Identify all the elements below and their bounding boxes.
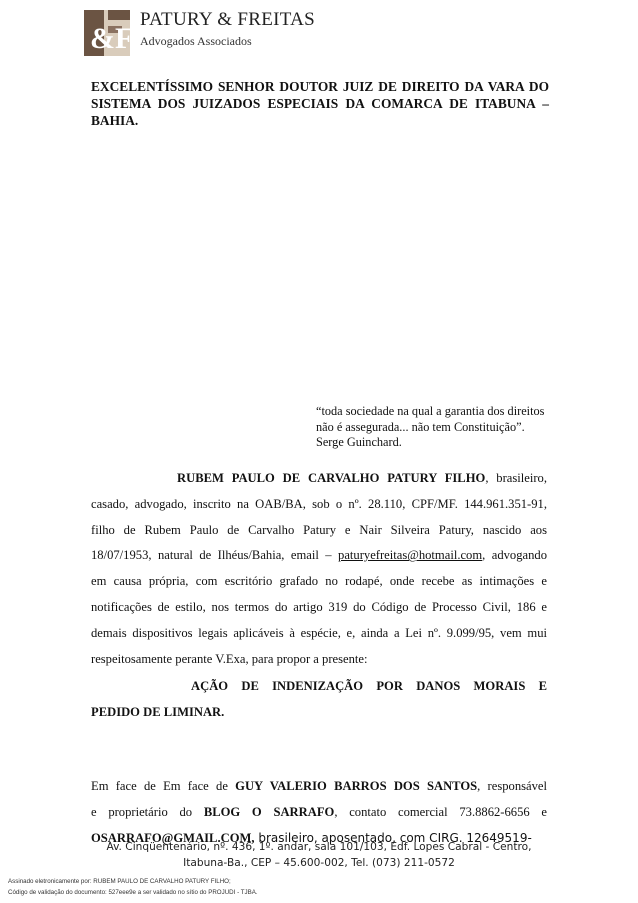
signature-line: Assinado eletronicamente por: RUBEM PAULO DE CARVALHO PATURY FILHO; bbox=[8, 878, 231, 885]
defendant-name: GUY VALERIO BARROS DOS SANTOS bbox=[235, 779, 478, 793]
paragraph-line: respeitosamente perante V.Exa, para propor a presente: bbox=[91, 651, 368, 666]
paragraph-line: e proprietário do BLOG O SARRAFO, contato comercial 73.8862-6656 e bbox=[91, 804, 547, 819]
blog-name: BLOG O SARRAFO bbox=[203, 804, 335, 819]
footer-address-line: Av. Cinqüentenário, nº. 436, 1º. andar, sala 101/103, Edf. Lopes Cabral - Centro, bbox=[106, 841, 532, 853]
electronic-signature bbox=[8, 876, 258, 898]
paragraph-line: RUBEM PAULO DE CARVALHO PATURY FILHO, brasileiro, bbox=[177, 471, 547, 485]
action-title-line: PEDIDO DE LIMINAR. bbox=[91, 704, 225, 719]
firm-name: PATURY & FREITAS bbox=[140, 9, 316, 30]
footer-address-line: Itabuna-Ba., CEP – 45.600-002, Tel. (073) 211-0572 bbox=[183, 857, 455, 869]
epigraph bbox=[316, 404, 548, 451]
plaintiff-email-link[interactable]: paturyefreitas@hotmail.com bbox=[338, 548, 483, 563]
plaintiff-name: RUBEM PAULO DE CARVALHO PATURY FILHO bbox=[177, 471, 486, 485]
firm-subtitle: Advogados Associados bbox=[140, 34, 252, 48]
epigraph-line: “toda sociedade na qual a garantia dos direitos bbox=[316, 404, 545, 418]
paragraph-line: em causa própria, com escritório grafado no rodapé, onde recebe as intimações e bbox=[91, 574, 547, 589]
validation-code-line: Código de validação do documento: 527eee9e a ser validado no sítio do PROJUDI - TJBA. bbox=[8, 889, 258, 896]
action-title bbox=[91, 674, 547, 726]
addressee-heading: EXCELENTÍSSIMO SENHOR DOUTOR JUIZ DE DIREITO DA VARA DO SISTEMA DOS JUIZADOS ESPECIAIS DA COMARCA DE ITABUNA – BAHIA. bbox=[91, 79, 549, 128]
paragraph-line: demais dispositivos legais aplicáveis à espécie, e, ainda a Lei nº. 9.099/95, vem mui bbox=[91, 625, 547, 640]
firm-logo-graphic bbox=[82, 8, 132, 58]
paragraph-line: notificações de estilo, nos termos do artigo 319 do Código de Processo Civil, 186 e bbox=[91, 599, 547, 614]
defendant-email: OSARRAFO@GMAIL.COM, bbox=[91, 830, 255, 845]
firm-logo bbox=[82, 8, 132, 58]
paragraph-line: OSARRAFO@GMAIL.COM, brasileiro, aposentado, com CIRG. 12649519- bbox=[91, 830, 532, 845]
qualification-paragraph bbox=[91, 466, 547, 672]
paragraph-line: Em face de Em face de GUY VALERIO BARROS DOS SANTOS, responsável bbox=[91, 779, 547, 793]
logo-letters: &F bbox=[90, 22, 132, 55]
epigraph-author: Serge Guinchard. bbox=[316, 435, 402, 449]
footer-address bbox=[0, 839, 638, 871]
action-title-line: AÇÃO DE INDENIZAÇÃO POR DANOS MORAIS E bbox=[191, 679, 547, 693]
paragraph-line: 18/07/1953, natural de Ilhéus/Bahia, email – paturyefreitas@hotmail.com, advogando bbox=[91, 548, 547, 563]
paragraph-line: filho de Rubem Paulo de Carvalho Patury e Nair Silveira Patury, nascido aos bbox=[91, 522, 547, 537]
paragraph-line: casado, advogado, inscrito na OAB/BA, sob o nº. 28.110, CPF/MF. 144.961.351-91, bbox=[91, 496, 547, 511]
epigraph-line: não é assegurada... não tem Constituição”. bbox=[316, 419, 525, 434]
